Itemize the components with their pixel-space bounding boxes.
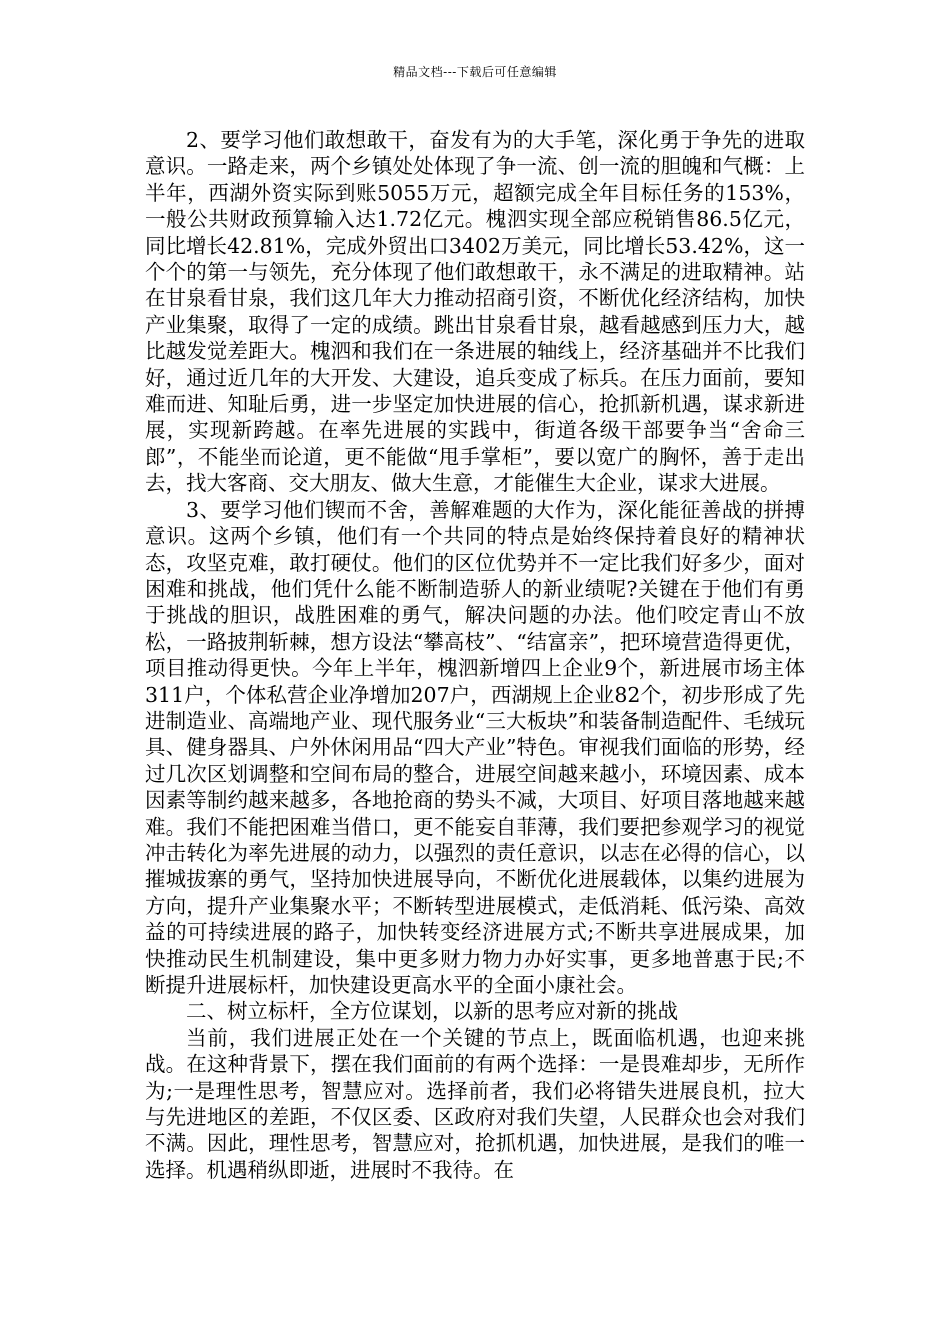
paragraph-learn-perseverance: 3、要学习他们锲而不舍，善解难题的大作为，深化能征善战的拼搏意识。这两个乡镇，他们有一个共同的特点是始终保持着良好的精神状态，攻坚克难，敢打硬仗。他们的区位优势并不一定比我们好多少，面对困难和挑战，他们凭什么能不断制造骄人的新业绩呢?关键在于他们有勇于挑战的胆识，战胜困难的勇气，解决问题的办法。他们咬定青山不放松，一路披荆斩棘，想方设法“攀高枝”、“结富亲”，把环境营造得更优，项目推动得更快。今年上半年，槐泗新增四上企业9个，新进展市场主体311户，个体私营企业净增加207户，西湖规上企业82个，初步形成了先进制造业、高端地产业、现代服务业“三大板块”和装备制造配件、毛绒玩具、健身器具、户外休闲用品“四大产业”特色。审视我们面临的形势，经过几次区划调整和空间布局的整合，进展空间越来越小，环境因素、成本因素等制约越来越多，各地抢商的势头不减，大项目、好项目落地越来越难。我们不能把困难当借口，更不能妄自菲薄，我们要把参观学习的视觉冲击转化为率先进展的动力，以强烈的责任意识，以志在必得的信心，以摧城拔寨的勇气，坚持加快进展导向，不断优化进展载体，以集约进展为方向，提升产业集聚水平；不断转型进展模式，走低消耗、低污染、高效益的可持续进展的路子，加快转变经济进展方式;不断共享进展成果，加快推动民生机制建设，集中更多财力物力办好实事，更多地普惠于民;不断提升进展标杆，加快建设更高水平的全面小康社会。	[145, 497, 805, 997]
paragraph-learn-bold-thinking: 2、要学习他们敢想敢干，奋发有为的大手笔，深化勇于争先的进取意识。一路走来，两个乡镇处处体现了争一流、创一流的胆魄和气概：上半年，西湖外资实际到账5055万元，超额完成全年目标任务的153%，一般公共财政预算输入达1.72亿元。槐泗实现全部应税销售86.5亿元，同比增长42.81%，完成外贸出口3402万美元，同比增长53.42%，这一个个的第一与领先，充分体现了他们敢想敢干，永不满足的进取精神。站在甘泉看甘泉，我们这几年大力推动招商引资，不断优化经济结构，加快产业集聚，取得了一定的成绩。跳出甘泉看甘泉，越看越感到压力大，越比越发觉差距大。槐泗和我们在一条进展的轴线上，经济基础并不比我们好，通过近几年的大开发、大建设，追兵变成了标兵。在压力面前，要知难而进、知耻后勇，进一步坚定加快进展的信心，抢抓新机遇，谋求新进展，实现新跨越。在率先进展的实践中，街道各级干部要争当“舍命三郎”，不能坐而论道，更不能做“甩手掌柜”，要以宽广的胸怀，善于走出去，找大客商、交大朋友、做大生意，才能催生大企业，谋求大进展。	[145, 128, 805, 496]
page-header: 精品文档---下载后可任意编辑	[393, 65, 557, 79]
document-body	[145, 127, 805, 1183]
paragraph-current-situation: 当前，我们进展正处在一个关键的节点上，既面临机遇，也迎来挑战。在这种背景下，摆在我们面前的有两个选择：一是畏难却步，无所作为;一是理性思考，智慧应对。选择前者，我们必将错失进展良机，拉大与先进地区的差距，不仅区委、区政府对我们失望，人民群众也会对我们不满。因此，理性思考，智慧应对，抢抓机遇，加快进展，是我们的唯一选择。机遇稍纵即逝，进展时不我待。在	[145, 1025, 805, 1182]
section-heading-set-benchmark: 二、树立标杆，全方位谋划，以新的思考应对新的挑战	[186, 999, 678, 1024]
